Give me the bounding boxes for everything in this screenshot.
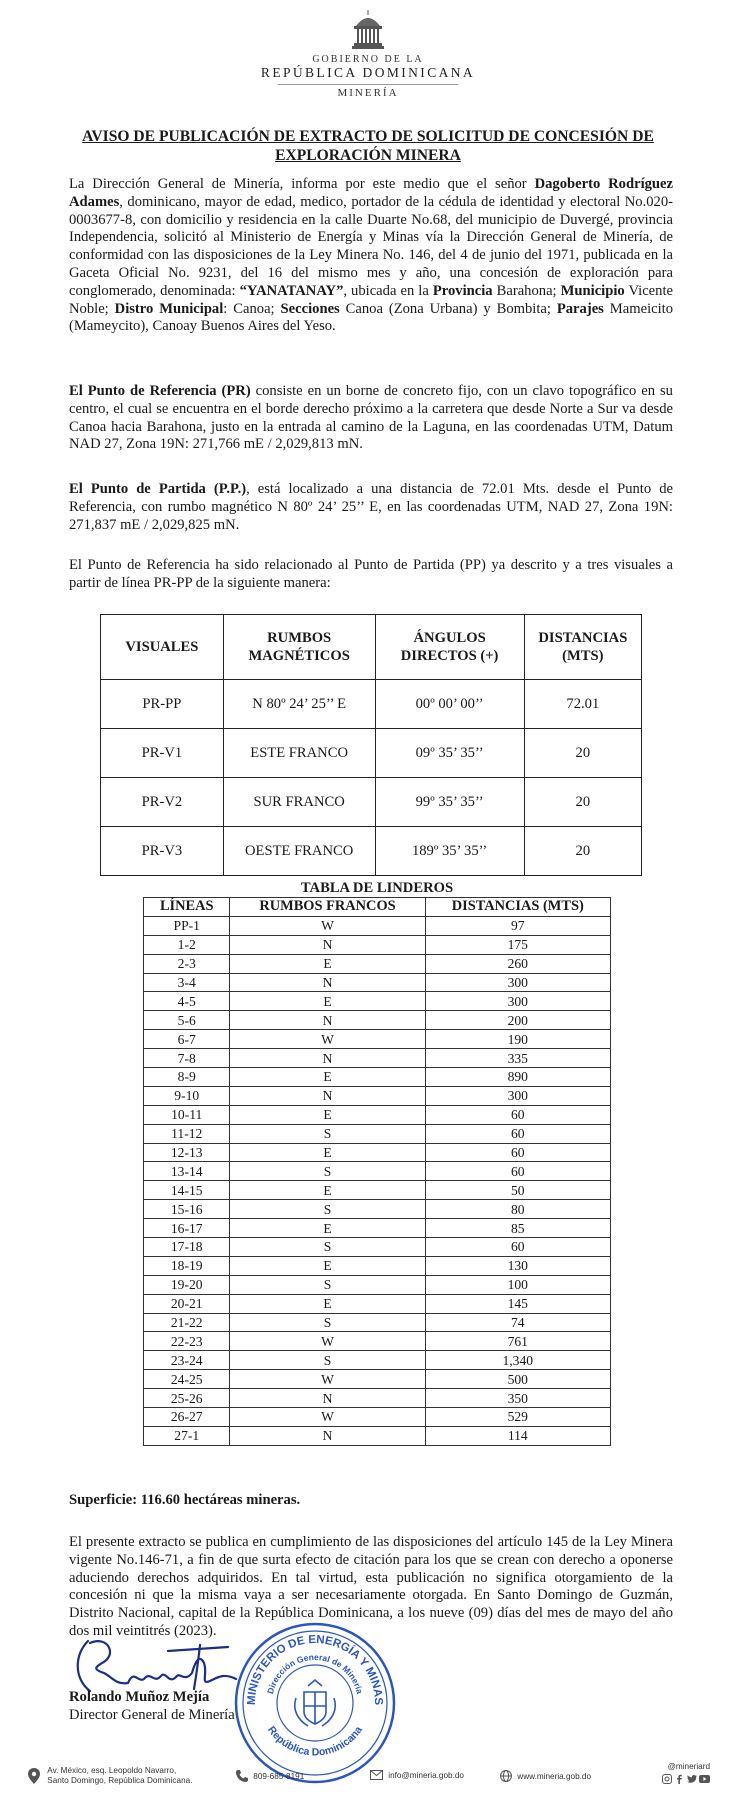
government-line: GOBIERNO DE LA [312, 54, 424, 65]
table-row [144, 1143, 611, 1162]
boundaries-table-title: TABLA DE LINDEROS [300, 880, 454, 896]
column-header: LÍNEAS [144, 898, 230, 917]
table-cell: 60 [425, 1162, 610, 1181]
sections-value: Canoa (Zona Urbana) y Bombita; [339, 300, 557, 317]
table-cell: 300 [425, 992, 610, 1011]
table-cell: 24-25 [144, 1370, 230, 1389]
table-cell: PR-V2 [101, 778, 224, 827]
table-cell: 260 [425, 954, 610, 973]
table-cell: 300 [425, 973, 610, 992]
table-cell: N [230, 1011, 425, 1030]
table-cell: N [230, 1049, 425, 1068]
signatory-name: Rolando Muñoz Mejía [69, 1689, 210, 1705]
municipality-value: Vicente Noble; [69, 282, 673, 317]
table-cell: E [230, 1181, 425, 1200]
table-cell: 60 [425, 1238, 610, 1257]
intro-text: , dominicano, mayor de edad, medico, portador de la cédula de identidad y electoral No.020-0003677-8, con domicilio y residencia en la calle Duarte No.68, del municipio de Duvergé, provincia Independencia, solicitó al Ministerio de Energía y Minas vía la Dirección General de Minería, de conformidad con las disposiciones de la Ley Minera No. 146, del 4 de junio del 1971, publicada en la Gaceta Oficial No. 9231, del 16 del mismo mes y año, una concesión de exploración para conglomerado, denominada: [69, 193, 673, 299]
table-cell: 15-16 [144, 1200, 230, 1219]
table-cell: 335 [425, 1049, 610, 1068]
starting-point-text: , está localizado a una distancia de 72.01 Mts. desde el Punto de Referencia, con rumbo magnético N 80º 24’ 25’’ E, en las coordenadas UTM, NAD 27, Zona 19N: 271,837 mE / 2,029,825 mN. [69, 481, 673, 533]
table-cell: E [230, 1105, 425, 1124]
table-cell: 60 [425, 1143, 610, 1162]
table-cell: 890 [425, 1068, 610, 1087]
table-cell: PR-PP [101, 680, 224, 729]
table-cell: PR-V1 [101, 729, 224, 778]
column-header: RUMBOS MAGNÉTICOS [223, 615, 375, 680]
applicant-name: Dagoberto Rodríguez Adames [69, 176, 673, 210]
table-row [144, 1238, 611, 1257]
sections-label: Secciones [280, 300, 340, 317]
table-row [144, 1219, 611, 1238]
table-cell: S [230, 1351, 425, 1370]
places-value: Mameicito (Mameycito), Canoay Buenos Aires del Yeso. [69, 300, 674, 335]
table-cell: 97 [425, 916, 610, 935]
youtube-icon[interactable] [699, 1774, 710, 1784]
table-cell: 23-24 [144, 1351, 230, 1370]
email-icon [370, 1770, 383, 1780]
municipality-label: Municipio [560, 282, 625, 299]
table-cell: W [230, 1408, 425, 1427]
table-row [144, 1086, 611, 1105]
table-cell: 20 [524, 778, 641, 827]
phone-icon [236, 1770, 248, 1782]
table-cell: 8-9 [144, 1068, 230, 1087]
seal-bottom-text: República Dominicana [265, 1724, 365, 1759]
table-cell: W [230, 1370, 425, 1389]
letterhead [0, 8, 736, 99]
table-row [144, 1389, 611, 1408]
table-cell: 11-12 [144, 1124, 230, 1143]
district-value: : Canoa; [223, 300, 281, 317]
seal-middle-text: Dirección General de Minería [265, 1651, 365, 1695]
table-cell: ESTE FRANCO [223, 729, 375, 778]
social-handle: @mineriard [667, 1762, 710, 1771]
places-label: Parajes [556, 300, 604, 317]
address-line2: Santo Domingo, República Dominicana. [47, 1776, 193, 1785]
column-header: DISTANCIAS (MTS) [425, 898, 610, 917]
table-row [101, 680, 642, 729]
table-row [144, 1068, 611, 1087]
table-cell: 26-27 [144, 1408, 230, 1427]
website-url: www.mineria.gob.do [517, 1771, 592, 1781]
table-row [144, 1370, 611, 1389]
table-cell: 25-26 [144, 1389, 230, 1408]
table-cell: 21-22 [144, 1313, 230, 1332]
table-row [144, 1332, 611, 1351]
surface-area: Superficie: 116.60 hectáreas mineras. [69, 1492, 301, 1508]
table-row [144, 1011, 611, 1030]
column-header: ÁNGULOS DIRECTOS (+) [375, 615, 524, 680]
relation-paragraph: El Punto de Referencia ha sido relacionado al Punto de Partida (PP) ya descrito y a tres visuales a partir de línea PR-PP de la siguiente manera: [69, 557, 673, 591]
twitter-icon[interactable] [687, 1774, 697, 1784]
phone-number: 809-685-8191 [253, 1771, 305, 1781]
closing-paragraph: El presente extracto se publica en cumplimiento de las disposiciones del artículo 145 de la Ley Minera vigente No.146-71, a fin de que surta efecto de citación para los que se crean con derecho a oponerse aduciendo derechos adquiridos. En tal virtud, esta publicación no significa otorgamiento de la concesión ni que la misma vaya a ser necesariamente otorgada. En Santo Domingo de Guzmán, Distrito Nacional, capital de la República Dominicana, a los nueve (09) días del mes de mayo del año dos mil veintitrés (2023). [69, 1534, 673, 1639]
column-header: DISTANCIAS (MTS) [524, 615, 641, 680]
district-label: Distro Municipal [114, 300, 224, 317]
location-pin-icon [28, 1768, 40, 1784]
table-cell: 72.01 [524, 680, 641, 729]
table-cell: 3-4 [144, 973, 230, 992]
visuals-table [100, 614, 642, 876]
table-row [144, 1181, 611, 1200]
table-cell: 14-15 [144, 1181, 230, 1200]
globe-icon [500, 1770, 512, 1782]
table-cell: 350 [425, 1389, 610, 1408]
starting-point-label: El Punto de Partida (P.P.) [69, 481, 247, 497]
reference-point-text: consiste en un borne de concreto fijo, con un clavo topográfico en su centro, el cual se encuentra en el borde derecho próximo a la carretera que desde Norte a Sur va desde Canoa hacia Barahona, justo en la entrada al camino de la Laguna, en las coordenadas UTM, Datum NAD 27, Zona 19N: 271,766 mE / 2,029,813 mN. [69, 383, 673, 453]
table-row [144, 1049, 611, 1068]
table-row [144, 1124, 611, 1143]
table-cell: 60 [425, 1124, 610, 1143]
table-cell: S [230, 1313, 425, 1332]
table-row [144, 1426, 611, 1445]
table-header-row [144, 898, 611, 917]
table-cell: 300 [425, 1086, 610, 1105]
footer-social [650, 1762, 710, 1784]
institution-name: MINERÍA [337, 87, 399, 99]
address-line1: Av. México, esq. Leopoldo Navarro, [47, 1766, 177, 1775]
table-row [144, 1313, 611, 1332]
table-cell: 130 [425, 1256, 610, 1275]
table-row [144, 973, 611, 992]
table-row [144, 1294, 611, 1313]
table-cell: 74 [425, 1313, 610, 1332]
table-header-row [101, 615, 642, 680]
table-cell: 6-7 [144, 1030, 230, 1049]
table-cell: SUR FRANCO [223, 778, 375, 827]
table-cell: 189º 35’ 35’’ [375, 827, 524, 876]
table-row [101, 778, 642, 827]
table-cell: 16-17 [144, 1219, 230, 1238]
coat-of-arms-icon [348, 8, 388, 52]
table-cell: 60 [425, 1105, 610, 1124]
table-row [144, 954, 611, 973]
table-cell: E [230, 954, 425, 973]
table-cell: N [230, 973, 425, 992]
column-header: VISUALES [101, 615, 224, 680]
starting-point-paragraph [69, 481, 673, 534]
footer-address [28, 1766, 192, 1786]
table-cell: 17-18 [144, 1238, 230, 1257]
seal-top-text: MINISTERIO DE ENERGÍA Y MINAS [245, 1633, 385, 1706]
table-cell: E [230, 1219, 425, 1238]
table-cell: S [230, 1162, 425, 1181]
instagram-icon[interactable] [662, 1774, 672, 1784]
header-divider [278, 84, 458, 85]
table-cell: E [230, 992, 425, 1011]
table-cell: S [230, 1124, 425, 1143]
table-cell: 20-21 [144, 1294, 230, 1313]
table-cell: 5-6 [144, 1011, 230, 1030]
concession-name: “YANATANAY” [239, 282, 344, 299]
table-cell: 9-10 [144, 1086, 230, 1105]
table-row [101, 827, 642, 876]
intro-paragraph [69, 176, 673, 336]
table-cell: 18-19 [144, 1256, 230, 1275]
email-address: info@mineria.gob.do [388, 1770, 464, 1780]
table-row [144, 935, 611, 954]
footer-website[interactable] [500, 1770, 591, 1782]
signatory-role: Director General de Minería [69, 1707, 235, 1723]
reference-point-paragraph [69, 383, 673, 454]
intro-text: , ubicada en la [343, 282, 433, 299]
table-row [144, 1275, 611, 1294]
table-row [101, 729, 642, 778]
table-cell: W [230, 1332, 425, 1351]
table-cell: N [230, 1389, 425, 1408]
table-cell: 175 [425, 935, 610, 954]
column-header: RUMBOS FRANCOS [230, 898, 425, 917]
table-cell: 27-1 [144, 1426, 230, 1445]
table-row [144, 1408, 611, 1427]
reference-point-label: El Punto de Referencia (PR) [69, 383, 251, 399]
table-cell: N [230, 935, 425, 954]
table-cell: 1-2 [144, 935, 230, 954]
province-label: Provincia [432, 282, 493, 299]
table-cell: 145 [425, 1294, 610, 1313]
footer-email[interactable] [370, 1770, 464, 1780]
table-cell: 100 [425, 1275, 610, 1294]
table-cell: 12-13 [144, 1143, 230, 1162]
table-cell: 22-23 [144, 1332, 230, 1351]
table-cell: 99º 35’ 35’’ [375, 778, 524, 827]
table-cell: S [230, 1200, 425, 1219]
table-cell: 200 [425, 1011, 610, 1030]
table-cell: 761 [425, 1332, 610, 1351]
table-cell: 4-5 [144, 992, 230, 1011]
table-cell: W [230, 916, 425, 935]
notice-title: AVISO DE PUBLICACIÓN DE EXTRACTO DE SOLICITUD DE CONCESIÓN DE EXPLORACIÓN MINERA [82, 128, 654, 164]
table-cell: PP-1 [144, 916, 230, 935]
table-cell: N 80º 24’ 25’’ E [223, 680, 375, 729]
table-cell: S [230, 1238, 425, 1257]
table-cell: 7-8 [144, 1049, 230, 1068]
table-cell: PR-V3 [101, 827, 224, 876]
table-cell: E [230, 1143, 425, 1162]
table-cell: 10-11 [144, 1105, 230, 1124]
country-name: REPÚBLICA DOMINICANA [260, 65, 476, 80]
table-cell: N [230, 1426, 425, 1445]
table-cell: 1,340 [425, 1351, 610, 1370]
footer [0, 1758, 736, 1801]
table-cell: 500 [425, 1370, 610, 1389]
table-cell: 00º 00’ 00’’ [375, 680, 524, 729]
table-cell: 19-20 [144, 1275, 230, 1294]
facebook-icon[interactable] [674, 1774, 684, 1784]
table-row [144, 1256, 611, 1275]
table-cell: N [230, 1086, 425, 1105]
table-cell: 50 [425, 1181, 610, 1200]
table-cell: 09º 35’ 35’’ [375, 729, 524, 778]
table-row [144, 1162, 611, 1181]
intro-text: La Dirección General de Minería, informa por este medio que el señor [69, 176, 535, 192]
table-cell: E [230, 1294, 425, 1313]
table-cell: 114 [425, 1426, 610, 1445]
table-row [144, 1030, 611, 1049]
table-cell: S [230, 1275, 425, 1294]
footer-phone[interactable] [236, 1770, 304, 1782]
table-cell: 85 [425, 1219, 610, 1238]
table-row [144, 1351, 611, 1370]
table-cell: 190 [425, 1030, 610, 1049]
table-cell: W [230, 1030, 425, 1049]
table-cell: 20 [524, 827, 641, 876]
table-cell: 13-14 [144, 1162, 230, 1181]
signatory-block [69, 1688, 235, 1724]
table-cell: OESTE FRANCO [223, 827, 375, 876]
table-cell: 20 [524, 729, 641, 778]
boundaries-table [143, 897, 611, 1446]
seal-crest-icon [295, 1680, 336, 1726]
table-cell: 2-3 [144, 954, 230, 973]
table-row [144, 916, 611, 935]
table-cell: 80 [425, 1200, 610, 1219]
table-row [144, 992, 611, 1011]
table-row [144, 1200, 611, 1219]
table-cell: E [230, 1068, 425, 1087]
table-cell: E [230, 1256, 425, 1275]
table-cell: 529 [425, 1408, 610, 1427]
province-value: Barahona; [492, 282, 561, 299]
table-row [144, 1105, 611, 1124]
